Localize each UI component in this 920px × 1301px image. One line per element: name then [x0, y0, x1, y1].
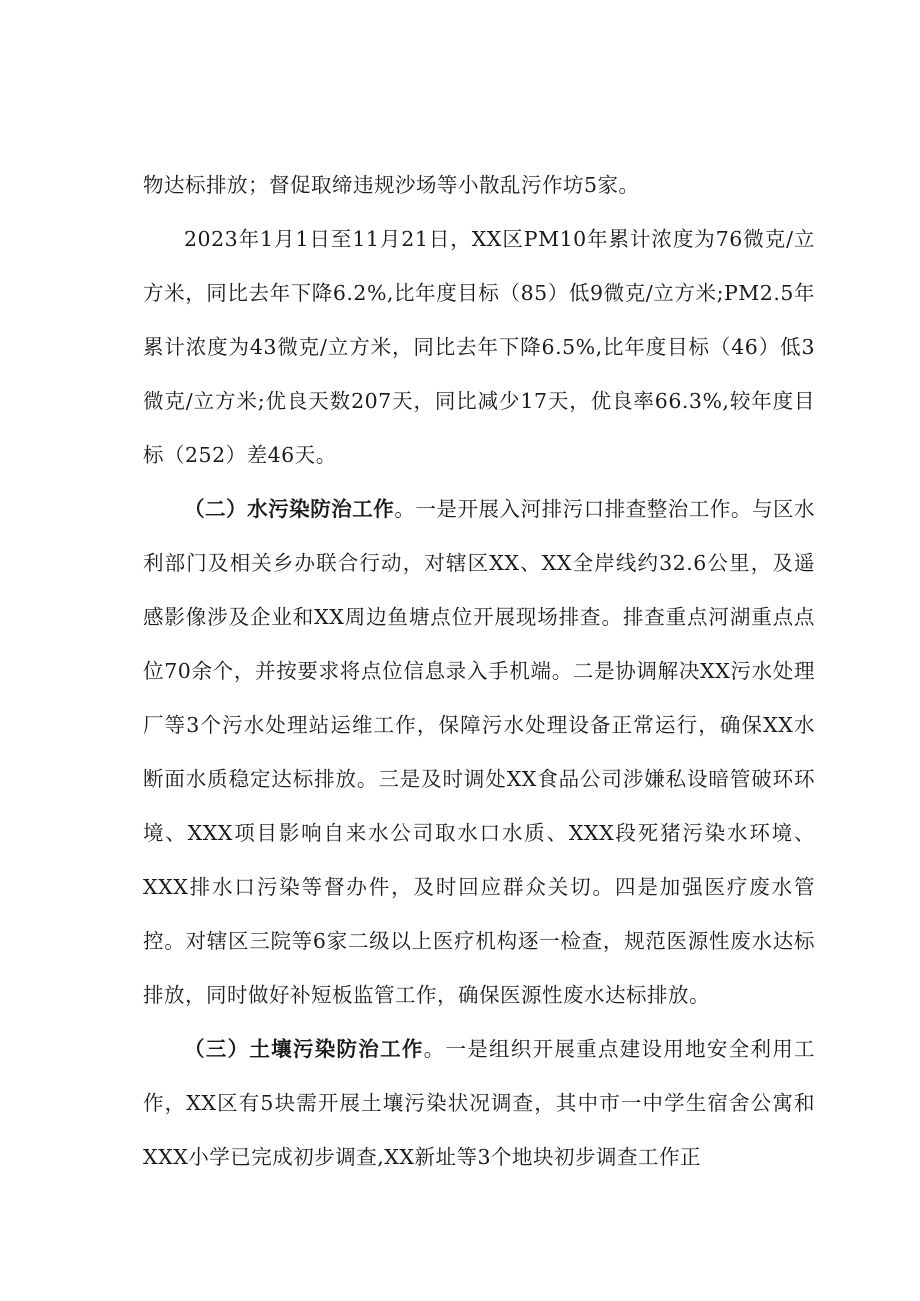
- paragraph-air-quality: [143, 212, 815, 482]
- paragraph-soil-pollution: [143, 1022, 815, 1184]
- paragraph-text: 物达标排放；督促取缔违规沙场等小散乱污作坊5家。: [143, 173, 640, 197]
- document-body: [143, 158, 815, 1184]
- paragraph-continuation: [143, 158, 815, 212]
- paragraph-text: 2023年1月1日至11月21日，XX区PM10年累计浓度为76微克/立方米，同比去年下降6.2%,比年度目标（85）低9微克/立方米;PM2.5年累计浓度为43微克/立方米，同比去年下降6.5%,比年度目标（46）低3微克/立方米;优良天数207天，同比减少17天，优良率66.3%,较年度目标（252）差46天。: [143, 227, 815, 467]
- paragraph-water-pollution: [143, 482, 815, 1022]
- section-heading: （三）土壤污染防治工作: [184, 1037, 424, 1061]
- paragraph-text: 。一是组织开展重点建设用地安全利用工作，XX区有5块需开展土壤污染状况调查，其中市一中学生宿舍公寓和XXX小学已完成初步调查,XX新址等3个地块初步调查工作正: [143, 1037, 816, 1169]
- section-heading: （二）水污染防治工作: [184, 497, 395, 521]
- paragraph-text: 。一是开展入河排污口排查整治工作。与区水利部门及相关乡办联合行动，对辖区XX、XX全岸线约32.6公里，及遥感影像涉及企业和XX周边鱼塘点位开展现场排查。排查重点河湖重点点位70余个，并按要求将点位信息录入手机端。二是协调解决XX污水处理厂等3个污水处理站运维工作，保障污水处理设备正常运行，确保XX水断面水质稳定达标排放。三是及时调处XX食品公司涉嫌私设暗管破环环境、XXX项目影响自来水公司取水口水质、XXX段死猪污染水环境、XXX排水口污染等督办件，及时回应群众关切。四是加强医疗废水管控。对辖区三院等6家二级以上医疗机构逐一检查，规范医源性废水达标排放，同时做好补短板监管工作，确保医源性废水达标排放。: [143, 497, 816, 1007]
